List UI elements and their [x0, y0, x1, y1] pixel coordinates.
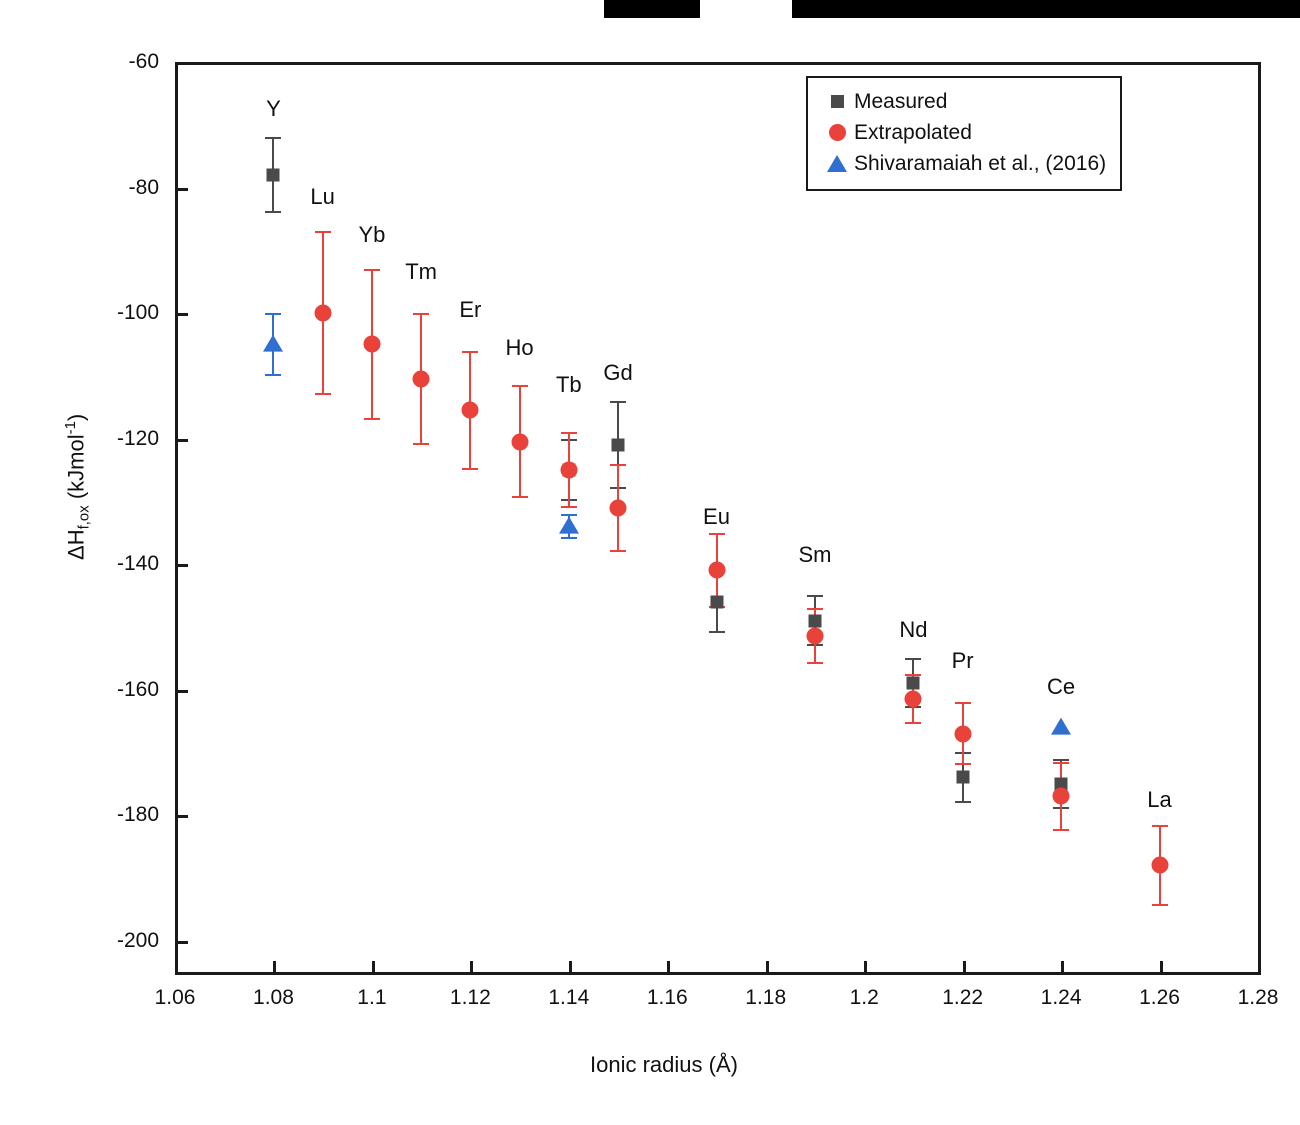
- point-label: Ho: [505, 334, 534, 360]
- x-tick-label: 1.26: [1139, 986, 1180, 1009]
- y-tick: [176, 564, 188, 567]
- chart-legend: [806, 76, 1122, 191]
- legend-marker-circle-icon: [820, 124, 854, 141]
- y-tick-label: -80: [128, 175, 159, 199]
- y-tick-label: -160: [116, 677, 159, 701]
- data-point-square: [808, 614, 821, 627]
- x-tick-label: 1.08: [253, 986, 294, 1009]
- point-label: Yb: [358, 221, 386, 247]
- legend-item-reference: [820, 148, 1106, 179]
- data-point-circle: [560, 461, 577, 478]
- point-label: Sm: [798, 541, 832, 567]
- data-point-square: [267, 168, 280, 181]
- point-label: Er: [459, 297, 482, 323]
- y-axis-title: $\Delta H_{f,ox}$ (kJmol$^{-1}$): [62, 413, 93, 560]
- y-tick-label: -100: [116, 301, 159, 325]
- data-point-circle: [462, 402, 479, 419]
- point-label: Pr: [951, 648, 974, 674]
- y-tick: [176, 815, 188, 818]
- y-tick: [176, 313, 188, 316]
- data-point-circle: [806, 628, 823, 645]
- point-label: La: [1147, 786, 1172, 812]
- plot-frame-left: [175, 62, 178, 972]
- y-tick-label: -140: [116, 552, 159, 576]
- y-tick: [176, 62, 188, 65]
- y-tick: [176, 690, 188, 693]
- legend-marker-square-icon: [820, 95, 854, 108]
- x-tick-label: 1.16: [646, 986, 688, 1009]
- data-point-circle: [954, 725, 971, 742]
- x-tick-label: 1.18: [745, 986, 787, 1009]
- y-tick-label: -120: [116, 426, 159, 450]
- point-label: Tb: [555, 372, 582, 398]
- x-tick: [569, 961, 572, 973]
- x-tick: [175, 961, 178, 973]
- x-tick-label: 1.22: [942, 986, 984, 1009]
- plot-frame-top: [175, 62, 1261, 65]
- x-tick: [372, 961, 375, 973]
- x-tick: [273, 961, 276, 973]
- data-point-circle: [1151, 857, 1168, 874]
- y-tick-label: -60: [128, 50, 159, 73]
- x-tick-label: 1.06: [154, 986, 196, 1009]
- data-point-triangle: [263, 335, 283, 352]
- point-label: Ce: [1047, 673, 1076, 699]
- data-point-circle: [363, 336, 380, 353]
- x-tick: [963, 961, 966, 973]
- data-point-circle: [708, 562, 725, 579]
- data-point-circle: [610, 499, 627, 516]
- x-tick-label: 1.14: [548, 986, 590, 1009]
- x-tick-label: 1.24: [1040, 986, 1082, 1009]
- legend-item-extrapolated: [820, 117, 1106, 148]
- y-tick-label: -180: [116, 803, 159, 827]
- x-tick: [1160, 961, 1163, 973]
- y-tick: [176, 188, 188, 191]
- x-tick: [667, 961, 670, 973]
- x-tick: [1061, 961, 1064, 973]
- legend-label-measured: Measured: [854, 89, 948, 113]
- data-point-circle: [511, 433, 528, 450]
- point-label: Lu: [310, 184, 335, 210]
- plot-frame-right: [1258, 62, 1261, 972]
- x-tick-label: 1.1: [357, 986, 387, 1009]
- x-axis-title: Ionic radius (Å): [590, 1052, 738, 1077]
- point-label: Eu: [703, 504, 730, 530]
- x-tick: [864, 961, 867, 973]
- x-tick: [470, 961, 473, 973]
- point-label: Gd: [603, 359, 633, 385]
- point-label: Tm: [405, 259, 438, 285]
- data-point-triangle: [559, 517, 579, 534]
- data-point-square: [710, 595, 723, 608]
- data-point-circle: [413, 370, 430, 387]
- plot-frame-bottom: [175, 972, 1261, 975]
- data-point-circle: [1053, 788, 1070, 805]
- x-tick: [1258, 961, 1261, 973]
- legend-marker-triangle-icon: [820, 155, 854, 172]
- data-point-square: [907, 677, 920, 690]
- x-tick-label: 1.2: [849, 986, 879, 1009]
- data-point-square: [956, 771, 969, 784]
- data-point-square: [612, 438, 625, 451]
- point-label: Y: [266, 96, 281, 122]
- y-tick: [176, 439, 188, 442]
- legend-label-reference: Shivaramaiah et al., (2016): [854, 151, 1107, 175]
- y-tick: [176, 941, 188, 944]
- data-point-circle: [905, 691, 922, 708]
- point-label: Nd: [899, 617, 928, 643]
- data-point-circle: [314, 305, 331, 322]
- data-point-triangle: [1051, 718, 1071, 735]
- y-tick-label: -200: [116, 928, 159, 952]
- x-tick-label: 1.28: [1237, 986, 1279, 1009]
- legend-label-extrapolated: Extrapolated: [854, 120, 972, 144]
- legend-item-measured: [820, 86, 1106, 117]
- x-tick: [766, 961, 769, 973]
- x-tick-label: 1.12: [449, 986, 491, 1009]
